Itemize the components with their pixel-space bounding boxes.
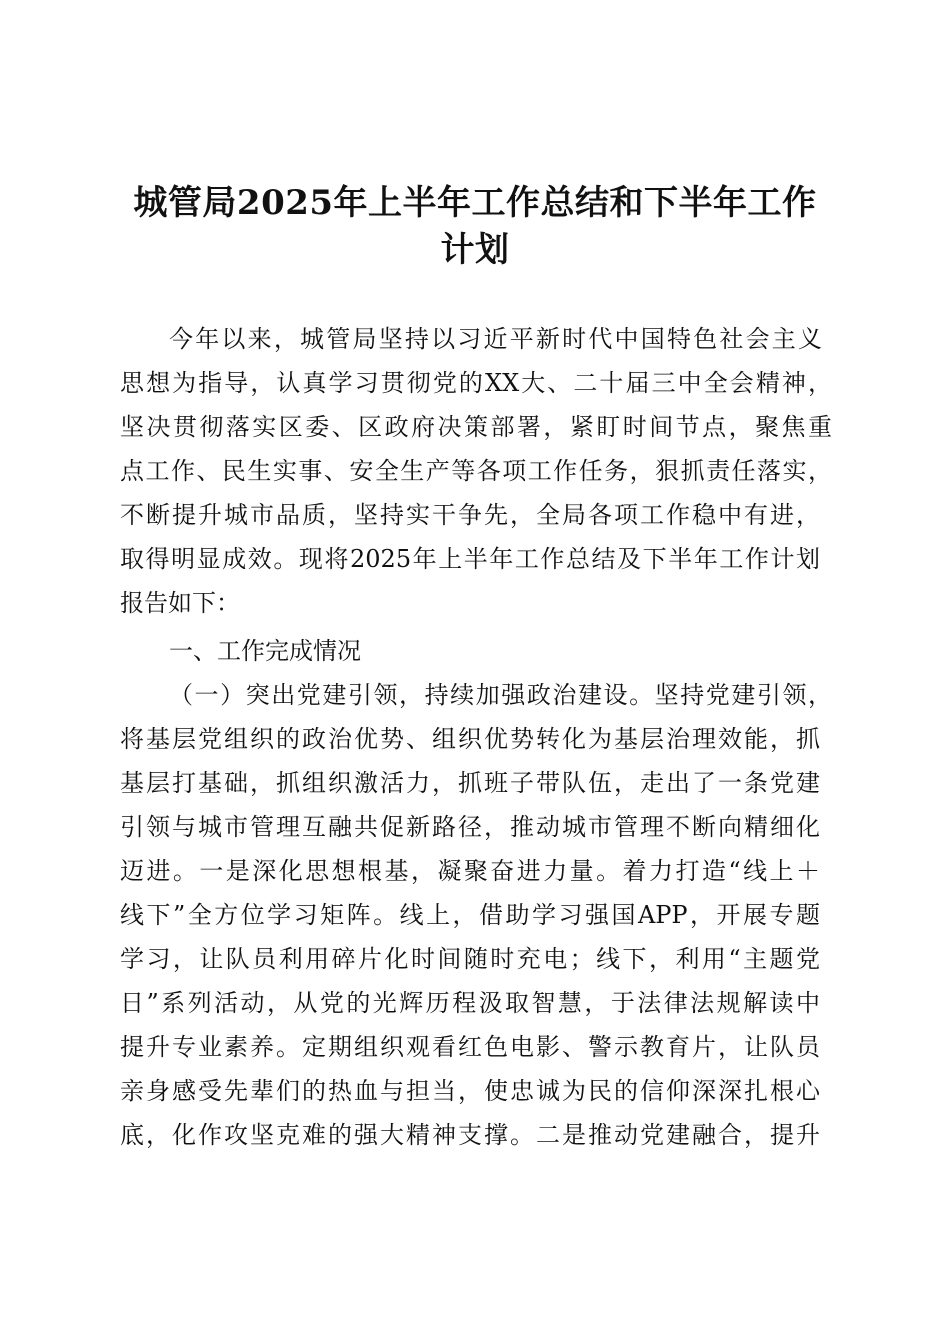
paragraph-line: 亲身感受先辈们的热血与担当，使忠诚为民的信仰深深扎根心 [120,1077,820,1105]
paragraph-line: （一）突出党建引领，持续加强政治建设。坚持党建引领， [169,681,832,709]
paragraph-line: 引领与城市管理互融共促新路径，推动城市管理不断向精细化 [120,813,820,841]
paragraph-line: 学习，让队员利用碎片化时间随时充电；线下，利用“主题党 [120,945,820,973]
paragraph-line: 点工作、民生实事、安全生产等各项工作任务，狠抓责任落实， [120,457,832,485]
paragraph-line: 日”系列活动，从党的光辉历程汲取智慧，于法律法规解读中 [120,989,820,1017]
paragraph-line: 基层打基础，抓组织激活力，抓班子带队伍，走出了一条党建 [120,769,820,797]
document-title-line-1: 城管局2025年上半年工作总结和下半年工作 [133,183,817,223]
paragraph-line: 底，化作攻坚克难的强大精神支撑。二是推动党建融合，提升 [120,1121,820,1149]
paragraph-line: 思想为指导，认真学习贯彻党的XX大、二十届三中全会精神， [120,369,832,397]
paragraph-line: 线下”全方位学习矩阵。线上，借助学习强国APP，开展专题 [120,901,820,929]
paragraph-line: 取得明显成效。现将2025年上半年工作总结及下半年工作计划 [120,545,820,573]
paragraph-line: 坚决贯彻落实区委、区政府决策部署，紧盯时间节点，聚焦重 [120,413,832,441]
paragraph-line: 不断提升城市品质，坚持实干争先，全局各项工作稳中有进， [120,501,820,529]
paragraph-line: 将基层党组织的政治优势、组织优势转化为基层治理效能，抓 [120,725,820,753]
paragraph-line: 迈进。一是深化思想根基，凝聚奋进力量。着力打造“线上＋ [120,857,820,885]
paragraph-line: 提升专业素养。定期组织观看红色电影、警示教育片，让队员 [120,1033,820,1061]
section-heading: 一、工作完成情况 [169,637,361,665]
document-title-line-2: 计划 [440,230,510,270]
paragraph-line: 今年以来，城管局坚持以习近平新时代中国特色社会主义 [169,325,822,353]
paragraph-line: 报告如下： [120,589,240,617]
